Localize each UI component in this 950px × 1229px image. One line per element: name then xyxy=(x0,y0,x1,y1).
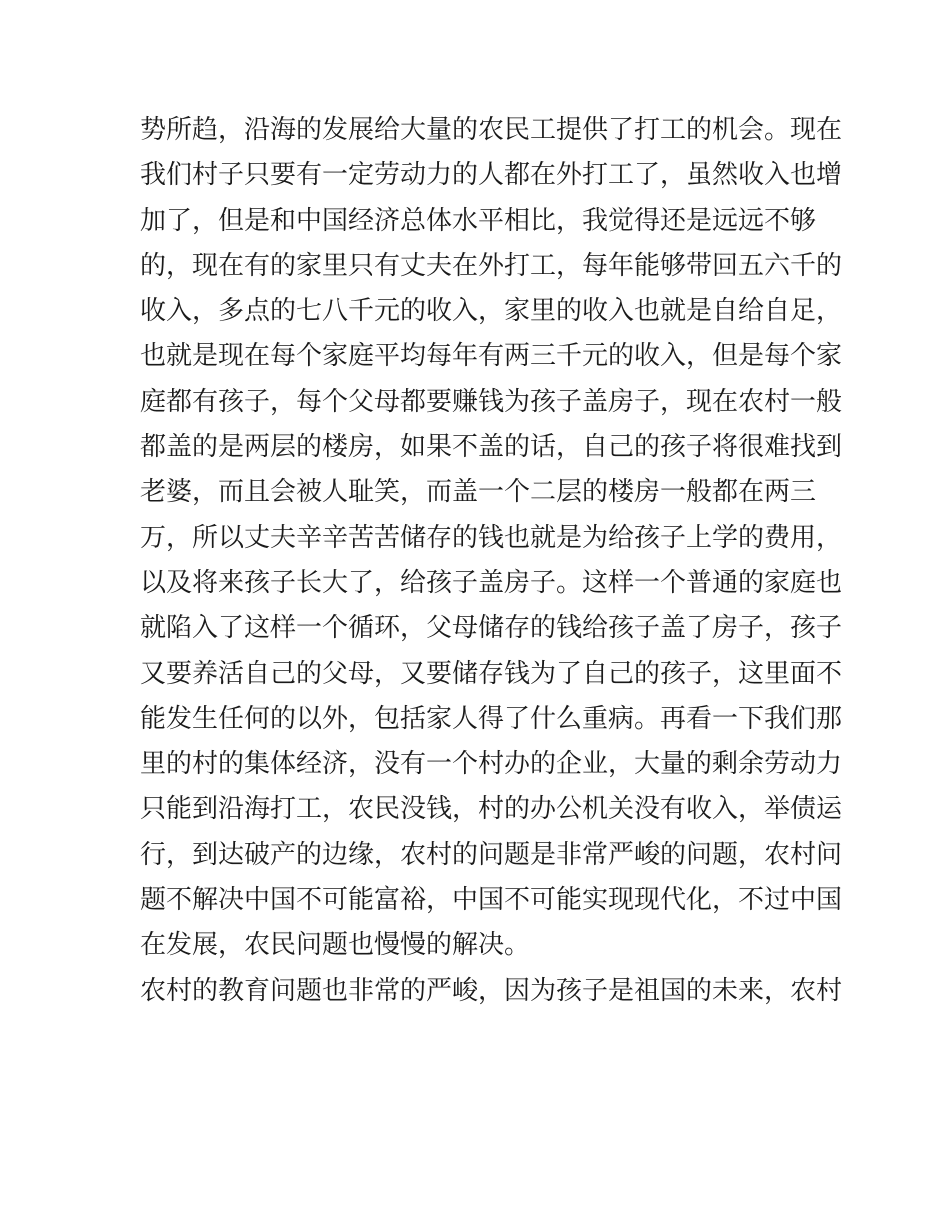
text-line: 加了，但是和中国经济总体水平相比，我觉得还是远远不够 xyxy=(140,205,817,236)
body-text xyxy=(140,108,843,1014)
text-line: 以及将来孩子长大了，给孩子盖房子。这样一个普通的家庭也 xyxy=(140,567,843,598)
text-line: 老婆，而且会被人耻笑，而盖一个二层的楼房一般都在两三 xyxy=(140,477,817,508)
text-line: 又要养活自己的父母，又要储存钱为了自己的孩子，这里面不 xyxy=(140,658,843,689)
text-line: 只能到沿海打工，农民没钱，村的办公机关没有收入，举债运 xyxy=(140,794,843,825)
text-line: 能发生任何的以外，包括家人得了什么重病。再看一下我们那 xyxy=(140,703,843,734)
text-line: 庭都有孩子，每个父母都要赚钱为孩子盖房子，现在农村一般 xyxy=(140,386,843,417)
text-line: 也就是现在每个家庭平均每年有两三千元的收入，但是每个家 xyxy=(140,341,843,372)
text-line: 在发展，农民问题也慢慢的解决。 xyxy=(140,930,531,961)
text-line: 都盖的是两层的楼房，如果不盖的话，自己的孩子将很难找到 xyxy=(140,432,843,463)
text-line: 势所趋，沿海的发展给大量的农民工提供了打工的机会。现在 xyxy=(140,115,843,145)
text-line: 我们村子只要有一定劳动力的人都在外打工了，虽然收入也增 xyxy=(140,160,843,191)
text-line: 题不解决中国不可能富裕，中国不可能实现现代化，不过中国 xyxy=(140,885,843,916)
text-line: 行，到达破产的边缘，农村的问题是非常严峻的问题，农村问 xyxy=(140,839,843,870)
text-line: 里的村的集体经济，没有一个村办的企业，大量的剩余劳动力 xyxy=(140,749,843,780)
text-line: 农村的教育问题也非常的严峻，因为孩子是祖国的未来，农村 xyxy=(140,975,843,1006)
text-line: 的，现在有的家里只有丈夫在外打工，每年能够带回五六千的 xyxy=(140,250,843,281)
text-line: 万，所以丈夫辛辛苦苦储存的钱也就是为给孩子上学的费用， xyxy=(140,522,843,553)
text-line: 就陷入了这样一个循环，父母储存的钱给孩子盖了房子，孩子 xyxy=(140,613,843,644)
text-line: 收入，多点的七八千元的收入，家里的收入也就是自给自足， xyxy=(140,296,843,327)
